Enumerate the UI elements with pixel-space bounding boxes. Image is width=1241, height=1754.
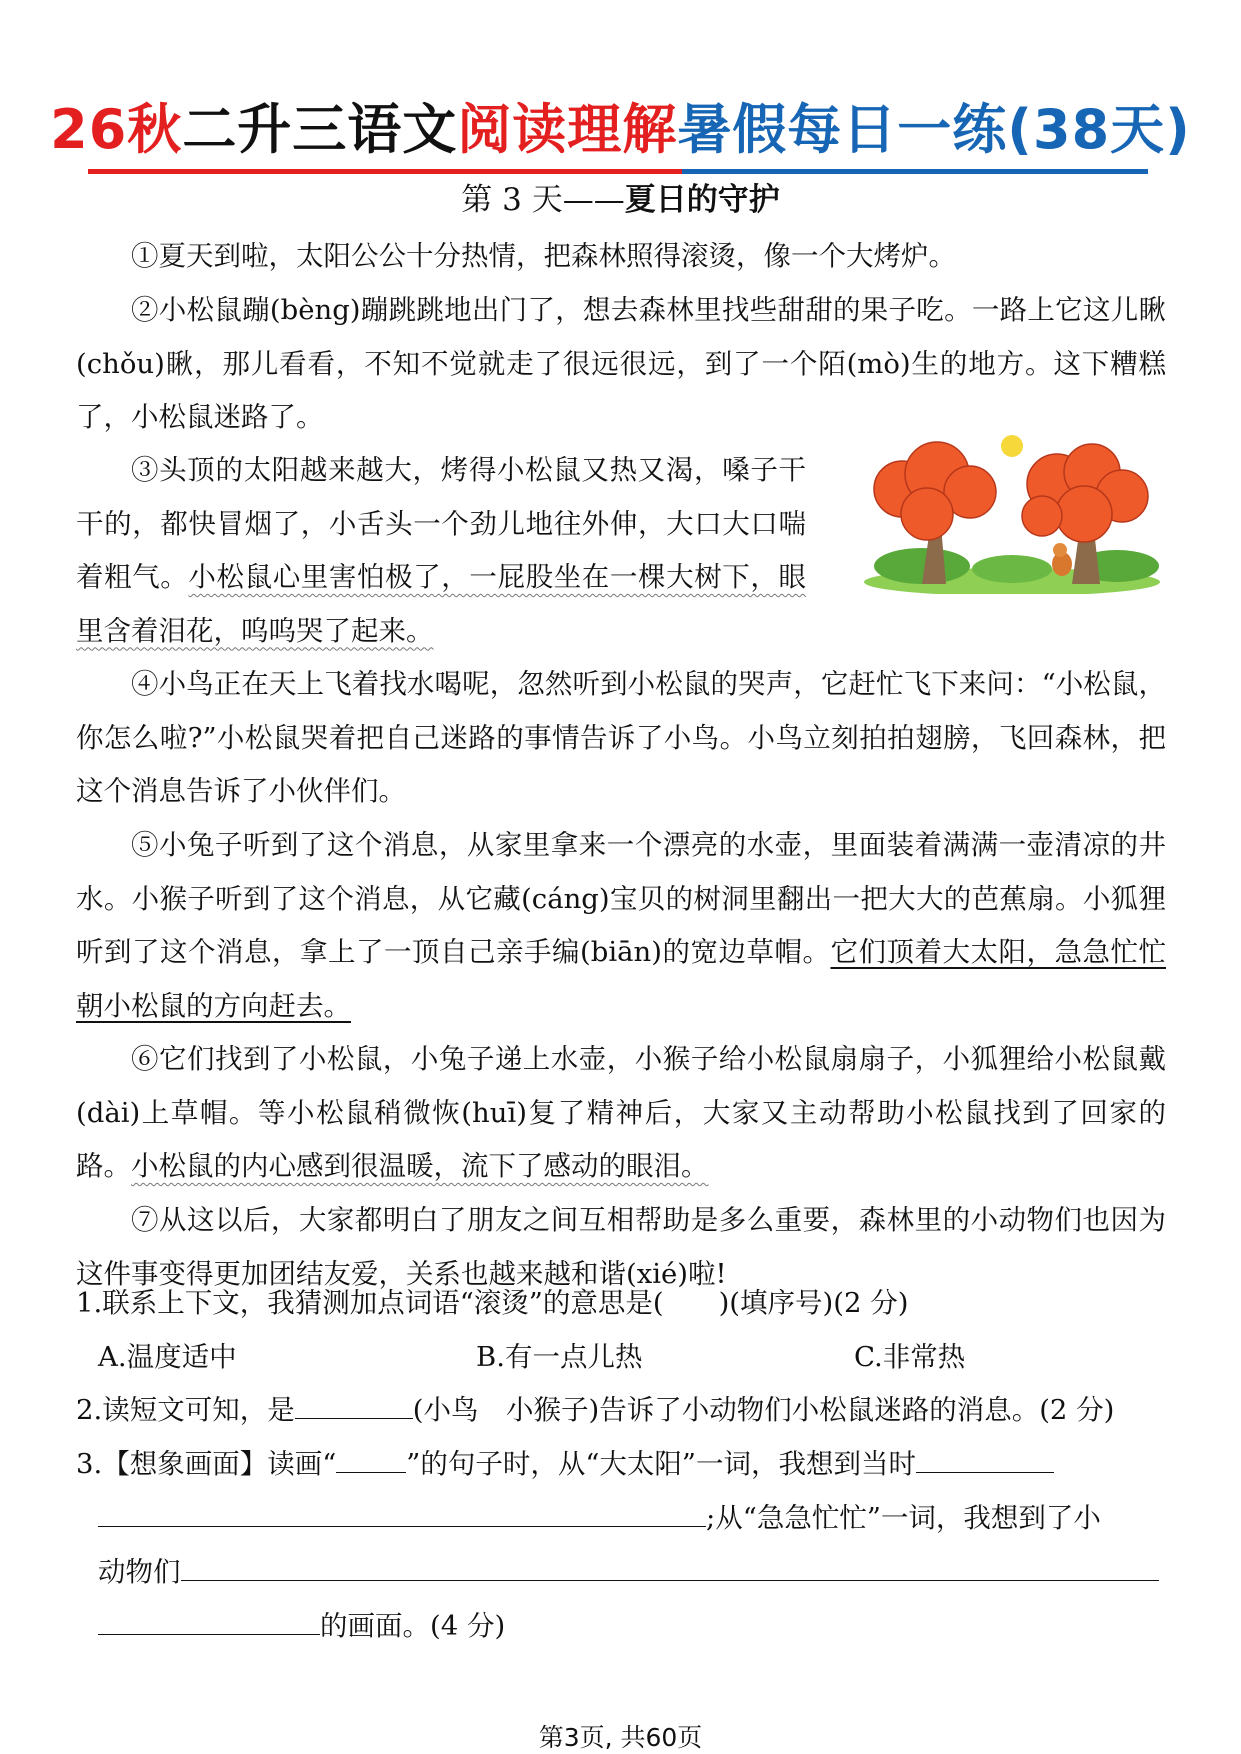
- page-title: [0, 95, 1241, 165]
- question-2-suffix: (小鸟 小猴子)告诉了小动物们小松鼠迷路的消息。(2 分): [412, 1394, 1115, 1426]
- paragraph-6: [76, 1033, 1166, 1194]
- paragraph-3: [76, 444, 806, 658]
- paragraph-6-wavy-sentence: 小松鼠的内心感到很温暖，流下了感动的眼泪。: [131, 1150, 709, 1182]
- question-3-line-2: [98, 1492, 1166, 1546]
- lesson-day: 第 3 天——: [461, 182, 625, 218]
- paragraph-5: [76, 819, 1166, 1033]
- paragraph-1: ①夏天到啦，太阳公公十分热情，把森林照得滚烫，像一个大烤炉。: [131, 240, 956, 272]
- question-3-prefix: 3.【想象画面】读画“: [76, 1448, 337, 1480]
- title-part-year: 26秋: [50, 98, 183, 161]
- paragraph-6-text: ⑥它们找到了小松鼠，小兔子递上水壶，小猴子给小松鼠扇扇子，小狐狸给小松鼠戴(dài)上草帽。等小松鼠稍微恢(huī)复了精神后，大家又主动帮助小松鼠找到了回家的路。: [76, 1043, 1166, 1182]
- paragraph-5-underlined-sentence: 它们顶着大太阳，急急忙忙朝小松鼠的方向赶去。: [76, 936, 1166, 1022]
- question-3-mid: ”的句子时，从“大太阳”一词，我想到当时: [406, 1448, 916, 1480]
- illustration-trees-squirrel: [862, 434, 1164, 594]
- sun-icon: [1001, 435, 1023, 457]
- question-2-blank[interactable]: [295, 1386, 413, 1419]
- paragraph-3-wavy-sentence: 小松鼠心里害怕极了，一屁股坐在一棵大树下，眼里含着泪花，呜呜哭了起来。: [76, 561, 807, 647]
- question-2-prefix: 2.读短文可知，是: [76, 1394, 295, 1426]
- title-part-subject: 阅读理解: [457, 98, 678, 161]
- lesson-subtitle: [0, 178, 1241, 222]
- question-1: 1.联系上下文，我猜测加点词语“滚烫”的意思是( )(填序号)(2 分): [76, 1287, 909, 1319]
- title-underline-blue: [682, 169, 1148, 174]
- title-part-practice: 暑假每日一练(38天): [677, 98, 1191, 161]
- question-3-line-3: [98, 1546, 1166, 1600]
- question-3-blank-1[interactable]: [916, 1440, 1054, 1473]
- question-2: [76, 1384, 1166, 1438]
- question-1-options: [98, 1331, 1158, 1385]
- paragraph-4: ④小鸟正在天上飞着找水喝呢，忽然听到小松鼠的哭声，它赶忙飞下来问：“小松鼠，你怎么啦?”小松鼠哭着把自己迷路的事情告诉了小鸟。小鸟立刻拍拍翅膀，飞回森林，把这个消息告诉了小伙伴们。: [76, 668, 1166, 807]
- option-b: B.有一点儿热: [476, 1341, 643, 1373]
- title-part-grade: 二升三语文: [182, 98, 458, 161]
- question-3-line-4-text: 的画面。(4 分): [320, 1610, 506, 1642]
- paragraph-3-text: ③头顶的太阳越来越大，烤得小松鼠又热又渴，嗓子干干的，都快冒烟了，小舌头一个劲儿地往外伸，大口大口喘着粗气。: [76, 454, 806, 593]
- page-number: 第3页, 共60页: [538, 1723, 703, 1752]
- option-c: C.非常热: [854, 1341, 966, 1373]
- paragraph-2: ②小松鼠蹦(bèng)蹦跳跳地出门了，想去森林里找些甜甜的果子吃。一路上它这儿瞅(chǒu)瞅，那儿看看，不知不觉就走了很远很远，到了一个陌(mò)生的地方。这下糟糕了，小松鼠迷路了。: [76, 294, 1166, 433]
- paragraph-5-text: ⑤小兔子听到了这个消息，从家里拿来一个漂亮的水壶，里面装着满满一壶清凉的井水。小猴子听到了这个消息，从它藏(cáng)宝贝的树洞里翻出一把大大的芭蕉扇。小狐狸听到了这个消息，拿上了一顶自己亲手编(biān)的宽边草帽。: [76, 829, 1166, 968]
- option-a: A.温度适中: [98, 1341, 237, 1373]
- paragraph-7: ⑦从这以后，大家都明白了朋友之间互相帮助是多么重要，森林里的小动物们也因为这件事变得更加团结友爱，关系也越来越和谐(xié)啦!: [76, 1204, 1166, 1290]
- lesson-title: 夏日的守护: [624, 182, 780, 218]
- question-3: [76, 1438, 1166, 1492]
- question-3-line-3-text: 动物们: [98, 1556, 181, 1588]
- question-3-blank-4[interactable]: [98, 1602, 320, 1635]
- question-3-blank-3[interactable]: [181, 1548, 1159, 1581]
- question-3-blank-2[interactable]: [98, 1494, 706, 1527]
- title-underline-red: [88, 169, 682, 174]
- question-3-line-2-text: ;从“急急忙忙”一词，我想到了小: [706, 1502, 1101, 1534]
- question-3-blank-symbol[interactable]: [336, 1440, 406, 1473]
- question-3-line-4: [98, 1600, 1166, 1654]
